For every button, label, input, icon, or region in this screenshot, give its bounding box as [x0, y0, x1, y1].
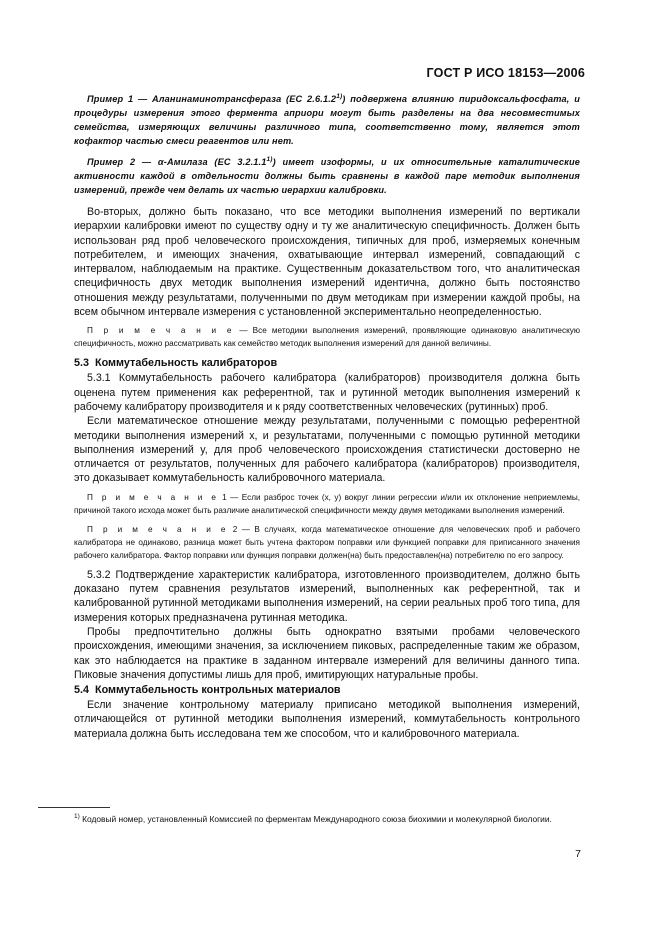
section-heading-5-4 [74, 683, 580, 698]
paragraph-5-3-1: 5.3.1 Коммутабельность рабочего калибратора (калибраторов) производителя должна быть оценена путем применения как референтной, так и рутинной методик выполнения измерений к рабочему калибратору производителя и к ряду соответственных человеческих (рутинных) проб. [74, 372, 580, 413]
section-title: Коммутабельность калибраторов [95, 357, 278, 370]
paragraph-commutability-proof: Если математическое отношение между результатами, полученными с помощью референтной методики выполнения измерений x, и результатами, полученными с помощью рутинной методики выполнения измерений y, для проб человеческого происхождения статистически достоверно не отличается от результатов, полученных для рабочего калибратора (калибраторов) производителя, это доказывает коммутабельность калибровочного материала. [74, 415, 580, 485]
note-method-family [74, 324, 580, 350]
paragraph-5-4: Если значение контрольному материалу приписано методикой выполнения измерений, отличающейся от рутинной методики выполнения измерений, коммутабельность контрольного материала должна быть исследована тем же способом, что и калибровочного материала. [74, 699, 580, 740]
example-1-text-end: ) подвержена влиянию пиридоксальфосфата, и процедуры измерения этого фермента априори могут быть разделены на два несовместимых семейства, измеряющих величины различного типа, соответственно тому, является этот кофактор частью смеси реагентов или нет. [74, 94, 580, 146]
example-2-text-end: ) имеет изоформы, и их относительные каталитические активности каждой в отдельности должны быть сравнены в каждой паре методик выполнения измерений, прежде чем делать их частью иерархии калибровки. [74, 157, 580, 195]
paragraph-specificity: Во-вторых, должно быть показано, что все методики выполнения измерений по вертикали иерархии калибровки имеют по существу одну и ту же аналитическую специфичность. Должен быть использован ряд проб человеческого происхождения, типичных для проб, измеряемых конечным потребителем, и имеющих значения, охватывающие интервал измерений, совпадающий с интервалом, наблюдаемым на практике. Существенным доказательством того, что аналитическая специфичность двух методик выполнения измерений идентична, должно быть постоянство отношения между результатами, полученными по двум методикам при измерении каждой пробы, на всем обычном интервале измерения с установленной экспериментально неопределенностью. [74, 206, 580, 319]
note-label: П р и м е ч а н и е [87, 524, 229, 534]
footnote-divider [38, 807, 110, 808]
example-2 [74, 155, 580, 197]
paragraph-samples: Пробы предпочтительно должны быть однократно взятыми пробами человеческого происхождения, имеющими значения, за исключением пиковых, распределенные таким же образом, как это наблюдается на практике в заданном интервале измерений для величины данного типа. Пиковые значения допустимы лишь для проб, имитирующих натуральные пробы. [74, 625, 580, 681]
note-label: П р и м е ч а н и е [87, 326, 235, 336]
footnote-ref: 1) [336, 92, 343, 100]
note-text: 2 — В случаях, когда математическое отношение для человеческих проб и рабочего калибратора не одинаково, разница может быть учтена фактором поправки или функцией поправки для приписанного значения рабочего калибратора. Фактор поправки или функция поправки должен(на) быть предоставлен(на) потребителю по его запросу. [74, 524, 580, 560]
page-header-standard: ГОСТ Р ИСО 18153—2006 [426, 66, 585, 80]
page-number: 7 [575, 848, 581, 860]
footnote [38, 812, 580, 826]
section-heading-5-3 [74, 356, 580, 371]
section-number: 5.3 [74, 357, 90, 370]
example-1 [74, 92, 580, 148]
note-2-correction [74, 523, 580, 562]
note-text: — Все методики выполнения измерений, проявляющие одинаковую аналитическую специфичность, можно рассматривать как семейство методик выполнения измерений для данной величины. [74, 326, 580, 349]
footnote-text: Кодовый номер, установленный Комиссией по ферментам Международного союза биохимии и молекулярной биологии. [79, 814, 552, 824]
section-number: 5.4 [74, 684, 90, 697]
note-label: П р и м е ч а н и е [87, 492, 219, 502]
footnote-marker: 1) [74, 813, 80, 821]
paragraph-5-3-2: 5.3.2 Подтверждение характеристик калибратора, изготовленного производителем, должно быть доказано путем сравнения результатов измерений, выполненных как референтной, так и калиброванной рутинной методиками выполнения измерений, на серии реальных проб того типа, для измерения которых предназначена рутинная методика. [74, 568, 580, 624]
section-title: Коммутабельность контрольных материалов [95, 684, 341, 697]
note-1-regression [74, 491, 580, 517]
note-text: 1 — Если разброс точек (x, y) вокруг линии регрессии и/или их отклонение неприемлемы, причиной такого исхода может быть различие аналитической специфичности между двумя методиками выполнения измерений. [74, 492, 580, 515]
page-content [74, 92, 580, 741]
example-2-text-start: Пример 2 — α-Амилаза (EC 3.2.1.1 [87, 157, 267, 167]
example-1-text-start: Пример 1 — Аланинаминотрансфераза (EC 2.6.1.2 [87, 94, 337, 104]
footnote-ref: 1) [266, 155, 273, 163]
